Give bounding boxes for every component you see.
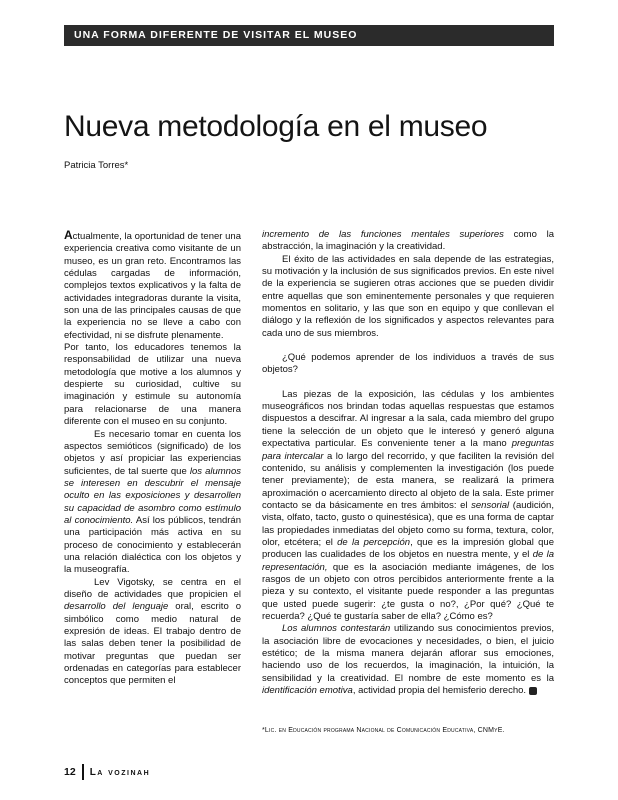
page-number: 12 — [64, 766, 76, 778]
paragraph: Por tanto, los educadores tenemos la responsabilidad de utilizar una nueva metodología que motive a los alumnos y despierte su curiosidad, cultive su imaginación y estimule su autonomía para relacionarse de una manera diferente con el museo en su conjunto. — [64, 342, 241, 428]
footer-divider — [82, 764, 84, 780]
paragraph: Los alumnos contestarán utilizando sus conocimientos previos, la asociación libre de evocaciones y necesidades, o bien, el juicio estético; de la misma manera dejarán aflorar sus emociones, haciendo uso de los recuerdos, la imaginación, la intuición, la sensibilidad y la creatividad. El nombre de este momento es la identificación emotiva, actividad propia del hemisferio derecho. — [262, 623, 554, 697]
article-title: Nueva metodología en el museo — [64, 110, 488, 143]
question-heading: ¿Qué podemos aprender de los individuos a través de sus objetos? — [262, 352, 554, 376]
column-left — [64, 229, 241, 688]
section-title: UNA FORMA DIFERENTE DE VISITAR EL MUSEO — [74, 29, 358, 41]
section-banner — [64, 25, 554, 46]
article-author: Patricia Torres* — [64, 160, 129, 171]
paragraph-intro: Actualmente, la oportunidad de tener una experiencia creativa como visitante de un museo, es un gran reto. Encontramos las cédulas cargadas de información, complejos textos explicativos y la falta de actividades integradoras durante la visita, son una de las principales causas de que la experiencia no se lleve a cabo con efectividad, ni se disfrute plenamente. — [64, 228, 241, 341]
page-footer — [64, 765, 150, 779]
paragraph: El éxito de las actividades en sala depende de las estrategias, su motivación y la inclusión de sus significados previos. En este nivel de la experiencia se sugieren otras acciones que se pueden dividir entre aquellas que son eminentemente personales y que requieren momentos en solitario, y las que son en equipo y que conllevan el diálogo y la reflexión de los significados y aspectos relevantes para cada uno de sus miembros. — [262, 253, 554, 339]
paragraph: incremento de las funciones mentales superiores como la abstracción, la imaginación y la creatividad. — [262, 229, 554, 253]
magazine-name: La vozinah — [89, 766, 151, 778]
paragraph: Lev Vigotsky, se centra en el diseño de actividades que propicien el desarrollo del lenguaje oral, escrito o simbólico como medio natural de expresión de ideas. El trabajo dentro de las salas deben tener la posibilidad de motivar preguntas que puedan ser ordenadas en categorías para establecer conceptos que permiten el — [64, 576, 242, 687]
column-right — [262, 229, 554, 697]
paragraph: Las piezas de la exposición, las cédulas y los ambientes museográficos nos brindan todas aquellas respuestas que estamos dispuestos a descifrar. Al ingresar a la sala, cada miembro del grupo tiene la selección de un objeto que le interesó y generó alguna expectativa particular. Es conveniente tener a la mano preguntas para intercalar a lo largo del recorrido, y que faciliten la revisión del contenido, su análisis y complementen la investigación (los puede tener previamente); de esta manera, se realizará la primera aproximación o acercamiento directo al objeto de la sala. Este primer contacto se da básicamente en tres ámbitos: el sensorial (audición, vista, olfato, tacto, gusto o quinestésica), que es una forma de captar las propiedades inmediatas del objeto como su forma, textura, color, olor, etcétera; el de la percepción, que es la impresión global que producen las cualidades de los objetos en nuestra mente, y el de la representación, que es la asociación mediante imágenes, de los rasgos de un objeto con otros percibidos anteriormente frente a la pieza y su contexto, el visitante puede responder a las preguntas que usted puede sugerir: ¿te gusta o no?, ¿Por qué? ¿Qué te recuerda? ¿Qué te gustaría saber de ella? ¿Cómo es? — [262, 388, 555, 622]
drop-cap: A — [64, 228, 73, 242]
footnote: *Lic. en Educación programa Nacional de Comunicación Educativa, CNMyE. — [262, 727, 505, 734]
paragraph: Es necesario tomar en cuenta los aspectos semióticos (significado) de los objetos y así propiciar las experiencias suficientes, de tal suerte que los alumnos se interesen en descubrir el mensaje oculto en las exposiciones y desarrollen su capacidad de asombro como estímulo al conocimiento. Así los públicos, tendrán una participación más activa en su proceso de conocimiento y establecerán una relación dialéctica con los objetos y la museografía. — [64, 428, 241, 576]
end-mark-icon — [529, 687, 537, 695]
